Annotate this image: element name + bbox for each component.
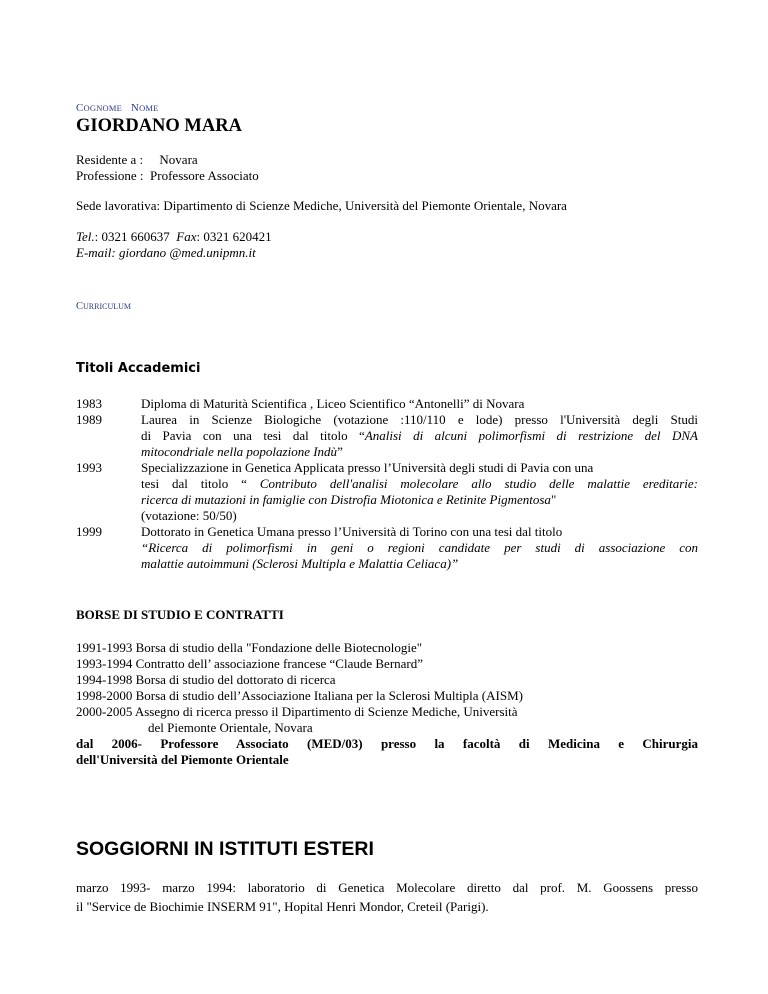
grants-heading: BORSE DI STUDIO E CONTRATTI (76, 607, 284, 622)
item-text-plain: tesi dal titolo “ (141, 476, 260, 491)
residence-line (76, 152, 198, 168)
foreign-stays-text (76, 878, 698, 916)
fax-label: Fax (176, 229, 197, 244)
thesis-title: “Ricerca di polimorfismi in geni o regioni candidate per studi di associazione con (141, 540, 698, 555)
academic-titles-list (76, 396, 698, 572)
thesis-title: Contributo dell'analisi molecolare allo studio delle malattie ereditarie: (259, 476, 699, 491)
item-text: Laurea in Scienze Biologiche (votazione :110/110 e lode) presso l'Università degli Studi (141, 412, 698, 427)
item-year: 1999 (76, 524, 102, 539)
workplace-value: Dipartimento di Scienze Mediche, Università del Piemonte Orientale, Novara (163, 198, 567, 213)
residence-value: Novara (159, 152, 198, 167)
surname-name-label (76, 102, 159, 114)
list-item: 1994-1998 Borsa di studio del dottorato di ricerca (76, 672, 336, 687)
phone-line (76, 229, 272, 245)
item-text: Dottorato in Genetica Umana presso l’Università di Torino con una tesi dal titolo (141, 524, 563, 539)
grants-list (76, 640, 698, 768)
thesis-title: Analisi di alcuni polimorfismi di restrizione del DNA (364, 428, 698, 443)
list-item-continuation: del Piemonte Orientale, Novara (148, 720, 313, 735)
tel-label: Tel. (76, 229, 95, 244)
profession-label: Professione : (76, 168, 144, 183)
item-text-plain: di Pavia con una tesi dal titolo “ (141, 428, 365, 443)
current-position-continuation: dell'Università del Piemonte Orientale (76, 752, 289, 767)
label-nome-rest: OME (139, 103, 159, 113)
label-cognome-rest: OGNOME (83, 103, 123, 113)
item-text-line (141, 444, 698, 460)
thesis-title: mitocondriale nella popolazione Indù (141, 444, 338, 459)
fax-value: : 0321 620421 (196, 229, 272, 244)
item-text: (votazione: 50/50) (141, 508, 237, 523)
current-position: dal 2006- Professore Associato (MED/03) presso la facoltà di Medicina e Chirurgia (76, 736, 698, 751)
paragraph-line: il "Service de Biochimie INSERM 91", Hopital Henri Mondor, Creteil (Parigi). (76, 899, 489, 914)
item-year: 1983 (76, 396, 102, 411)
list-item (76, 412, 698, 460)
item-year: 1993 (76, 460, 102, 475)
list-item: 1991-1993 Borsa di studio della "Fondazione delle Biotecnologie" (76, 640, 423, 655)
paragraph-line: marzo 1993- marzo 1994: laboratorio di Genetica Molecolare diretto dal prof. M. Goossens presso (76, 880, 698, 895)
workplace-label: Sede lavorativa: (76, 198, 161, 213)
list-item (76, 396, 698, 412)
label-nome-initial: N (130, 102, 140, 114)
curriculum-initial: C (76, 301, 84, 312)
item-text-line (141, 428, 698, 444)
list-item: 1993-1994 Contratto dell’ associazione francese “Claude Bernard” (76, 656, 424, 671)
foreign-stays-heading: SOGGIORNI IN ISTITUTI ESTERI (76, 838, 374, 860)
thesis-title: malattie autoimmuni (Sclerosi Multipla e Malattia Celiaca)” (141, 556, 459, 571)
list-item (76, 524, 698, 572)
curriculum-label (76, 301, 131, 312)
email-label: E-mail: (76, 245, 116, 260)
residence-label: Residente a : (76, 152, 144, 167)
quote-mark: " (550, 492, 557, 507)
thesis-title: ricerca di mutazioni in famiglie con Distrofia Miotonica e Retinite Pigmentosa (141, 492, 551, 507)
item-text-line (141, 492, 698, 508)
email-line (76, 245, 256, 261)
quote-mark: ” (337, 444, 343, 459)
profession-value: Professore Associato (150, 168, 259, 183)
label-cognome-initial: C (76, 102, 84, 114)
tel-value: : 0321 660637 (94, 229, 170, 244)
curriculum-rest: URRICULUM (83, 302, 132, 311)
list-item: 1998-2000 Borsa di studio dell’Associazione Italiana per la Sclerosi Multipla (AISM) (76, 688, 523, 703)
email-value[interactable]: giordano @med.unipmn.it (118, 245, 256, 260)
list-item: 2000-2005 Assegno di ricerca presso il Dipartimento di Scienze Mediche, Università (76, 704, 518, 719)
item-year: 1989 (76, 412, 102, 427)
workplace-line (76, 198, 567, 214)
academic-titles-heading: Titoli Accademici (76, 361, 201, 376)
person-name: GIORDANO MARA (76, 116, 242, 136)
profession-line (76, 168, 259, 184)
list-item (76, 460, 698, 524)
item-text-line (141, 476, 698, 492)
item-text: Diploma di Maturità Scientifica , Liceo Scientifico “Antonelli” di Novara (141, 396, 525, 411)
item-text: Specializzazione in Genetica Applicata presso l’Università degli studi di Pavia con una (141, 460, 594, 475)
